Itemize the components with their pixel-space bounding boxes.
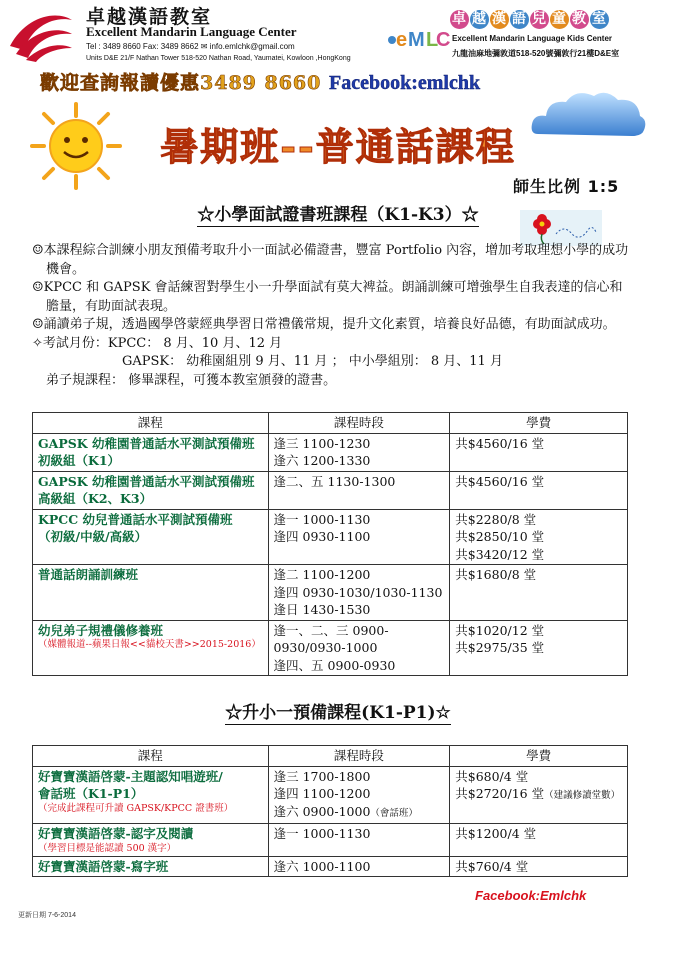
course-name (38, 768, 263, 803)
fee-line: 共$760/4 堂 (455, 858, 529, 874)
address-en: Units D&E 21/F Nathan Tower 518-520 Nathan Road, Yaumatei, Kowloon ,HongKong (86, 55, 351, 62)
course-name-line: 會話班（K1-P1） (38, 786, 144, 801)
course-name (38, 473, 263, 508)
table-row (33, 766, 628, 824)
course-name (38, 858, 263, 876)
facebook-footer: Facebook:Emlchk (475, 888, 587, 903)
fee-line: 共$2720/16 堂 (455, 786, 545, 801)
course-name-line: （初級/中級/高級） (38, 529, 148, 544)
table-row (33, 565, 628, 621)
fee-line: 共$680/4 堂 (455, 768, 529, 784)
course-name-line: GAPSK 幼稚園普通話水平測試預備班 (38, 473, 255, 489)
fee-line: 共$3420/12 堂 (455, 546, 545, 562)
svg-text:L: L (426, 29, 439, 51)
fee-cell (450, 509, 628, 565)
course-cell (33, 471, 269, 509)
schedule-line: 逢日 1430-1530 (273, 602, 371, 617)
schedule-cell (268, 824, 450, 857)
logo-wave-icon (6, 6, 76, 64)
fee-line: 共$1020/12 堂 (455, 622, 545, 638)
fee-line: 共$2975/35 堂 (455, 640, 545, 655)
schedule-line: 逢四 0930-1030/1030-1130 (273, 584, 443, 600)
dizigui-certificate-note: 弟子規課程： 修畢課程，可獲本教室頒發的證書。 (46, 372, 337, 388)
update-date: 更新日期 7-6-2014 (18, 912, 76, 919)
header-fee: 學費 (450, 746, 628, 767)
course-cell (33, 766, 269, 824)
kids-name-char: 卓 (452, 11, 467, 27)
fee-cell (450, 471, 628, 509)
fee-cell (450, 620, 628, 676)
header-course: 課程 (33, 746, 269, 767)
section1-title-text: ☆小學面試證書班課程（K1-K3）☆ (197, 205, 479, 225)
schedule-line: 0930/0930-1000 (273, 640, 378, 655)
fee-line: 共$4560/16 堂 (455, 435, 545, 451)
header-schedule: 課程時段 (268, 413, 450, 434)
kids-name-char: 越 (472, 11, 487, 27)
kids-name-char: 兒 (532, 11, 547, 27)
schedule-line: 逢一 1000-1130 (273, 826, 371, 841)
course-name (38, 435, 263, 470)
schedule-cell (268, 766, 450, 824)
course-name-line: 好寶寶漢語啓蒙-寫字班 (38, 858, 169, 874)
schedule-cell (268, 620, 450, 676)
schedule-line: 逢四、五 0900-0930 (273, 657, 396, 673)
schedule-line: 逢一、二、三 0900- (273, 622, 389, 638)
fee-note: （建議修讀堂數） (544, 790, 621, 801)
course-cell (33, 620, 269, 676)
svg-text:C: C (436, 29, 451, 51)
fee-line: 共$4560/16 堂 (455, 473, 545, 489)
header-schedule: 課程時段 (268, 746, 450, 767)
brand-name-cn: 卓越漢語教室 (86, 6, 213, 28)
fee-cell (450, 433, 628, 471)
bullet-item: ☺本課程綜合訓練小朋友預備考取升小一面試必備證書，豐富 Portfolio 內容，增加考取理想小學的成功機會。 (32, 243, 629, 277)
schedule-cell (268, 509, 450, 565)
course-cell (33, 824, 269, 857)
course-note: （媒體報道--蘋果日報<<貓校天書>>2015-2016） (38, 639, 261, 650)
kids-name-char: 教 (572, 11, 587, 27)
course-cell (33, 856, 269, 877)
section-title-p1-prep (0, 698, 676, 723)
course-name-line: 好寶寶漢語啓蒙-認字及閱讀 (38, 826, 194, 841)
schedule-line: 逢二、五 1130-1300 (273, 473, 396, 489)
schedule-cell (268, 471, 450, 509)
table-header-row (33, 746, 628, 767)
fee-cell (450, 824, 628, 857)
schedule-line: 逢三 1100-1230 (273, 435, 371, 451)
kids-name-char: 童 (552, 11, 567, 27)
schedule-line: 逢六 1000-1100 (273, 858, 371, 874)
promo-facebook: Facebook:emlchk (329, 72, 481, 94)
header-fee: 學費 (450, 413, 628, 434)
course-description (32, 242, 632, 390)
promo-banner (40, 68, 480, 95)
schedule-line: 逢二 1100-1200 (273, 567, 371, 582)
schedule-line: 逢六 1200-1330 (273, 453, 371, 468)
fee-line: 共$1200/4 堂 (455, 826, 537, 841)
flower-icon (520, 210, 602, 246)
exam-months-gapsk: GAPSK： 幼稚園組別 9 月、11 月 ； 中小學組別： 8 月、11 月 (122, 354, 503, 369)
course-table-k1-p1 (32, 745, 628, 877)
course-name-line: 幼兒弟子規禮儀修養班 (38, 622, 164, 638)
kids-name-char: 室 (592, 11, 607, 27)
course-cell (33, 509, 269, 565)
table-row (33, 509, 628, 565)
fee-cell (450, 856, 628, 877)
fee-line: 共$1680/8 堂 (455, 567, 537, 582)
table-row (33, 824, 628, 857)
schedule-cell (268, 565, 450, 621)
course-name-line: 初級組（K1） (38, 453, 121, 468)
course-note: （完成此課程可升讀 GAPSK/KPCC 證書班） (38, 802, 234, 814)
schedule-note: （會話班） (370, 807, 418, 819)
table-row (33, 433, 628, 471)
course-name (38, 622, 263, 640)
kids-name-char: 語 (512, 11, 527, 27)
schedule-line: 逢六 0900-1000 (273, 803, 371, 819)
fee-line: 共$2280/8 堂 (455, 511, 537, 527)
schedule-line: 逢三 1700-1800 (273, 768, 371, 784)
course-note: （學習目標是能認讀 500 漢字） (38, 842, 177, 854)
schedule-cell (268, 856, 450, 877)
promo-text: 歡迎查詢報讀優惠3489 8660 (40, 72, 329, 94)
course-name (38, 511, 263, 546)
course-name-line: 高級組（K2、K3） (38, 491, 153, 506)
svg-text:e: e (396, 29, 408, 51)
bullet-item: ☺誦讀弟子規，透過國學啓蒙經典學習日常禮儀常規，提升文化素質，培養良好品德，有助面試成功。 (32, 317, 616, 332)
table-row (33, 620, 628, 676)
svg-text:M: M (408, 29, 425, 51)
kids-logo-icon (384, 20, 451, 54)
kids-center-name-en: Excellent Mandarin Language Kids Center (452, 34, 613, 43)
bullet-item: ☺KPCC 和 GAPSK 會話練習對學生小一升學面試有莫大裨益。朗誦訓練可增強學生自我表達的信心和膽量，有助面試表現。 (32, 280, 623, 314)
header-course: 課程 (33, 413, 269, 434)
table-row (33, 856, 628, 877)
fee-line: 共$2850/10 堂 (455, 529, 545, 544)
brand-name-en: Excellent Mandarin Language Center (86, 24, 297, 39)
teacher-student-ratio: 師生比例 1:5 (513, 177, 620, 196)
schedule-line: 逢四 0930-1100 (273, 529, 371, 544)
course-name (38, 825, 263, 843)
section2-title-text: ☆升小一預備課程(K1-P1)☆ (225, 703, 451, 723)
table-header-row (33, 413, 628, 434)
contact-info: Tel : 3489 8660 Fax: 3489 8662 ✉ info.emlchk@gmail.com (86, 42, 295, 51)
fee-cell (450, 565, 628, 621)
schedule-cell (268, 433, 450, 471)
course-name-line: 普通話朗誦訓練班 (38, 567, 139, 582)
course-name-line: KPCC 幼兒普通話水平測試預備班 (38, 511, 233, 527)
schedule-line: 逢四 1100-1200 (273, 786, 371, 801)
fee-cell (450, 766, 628, 824)
page-title: 暑期班--普通話課程 (160, 124, 516, 169)
course-name (38, 566, 263, 584)
kids-center-name-cn (450, 10, 610, 29)
course-table-k1-k3 (32, 412, 628, 676)
schedule-line: 逢一 1000-1130 (273, 511, 371, 527)
exam-months-kpcc: ✧考試月份：KPCC： 8 月、10 月、12 月 (32, 335, 283, 351)
course-name-line: 好寶寶漢語啓蒙-主題認知唱遊班/ (38, 768, 223, 784)
kids-center-address: 九龍油麻地彌敦道518-520號彌敦行21樓D&E室 (452, 49, 620, 58)
course-cell (33, 433, 269, 471)
course-cell (33, 565, 269, 621)
kids-name-char: 漢 (492, 11, 507, 27)
course-name-line: GAPSK 幼稚園普通話水平測試預備班 (38, 435, 255, 451)
table-row (33, 471, 628, 509)
